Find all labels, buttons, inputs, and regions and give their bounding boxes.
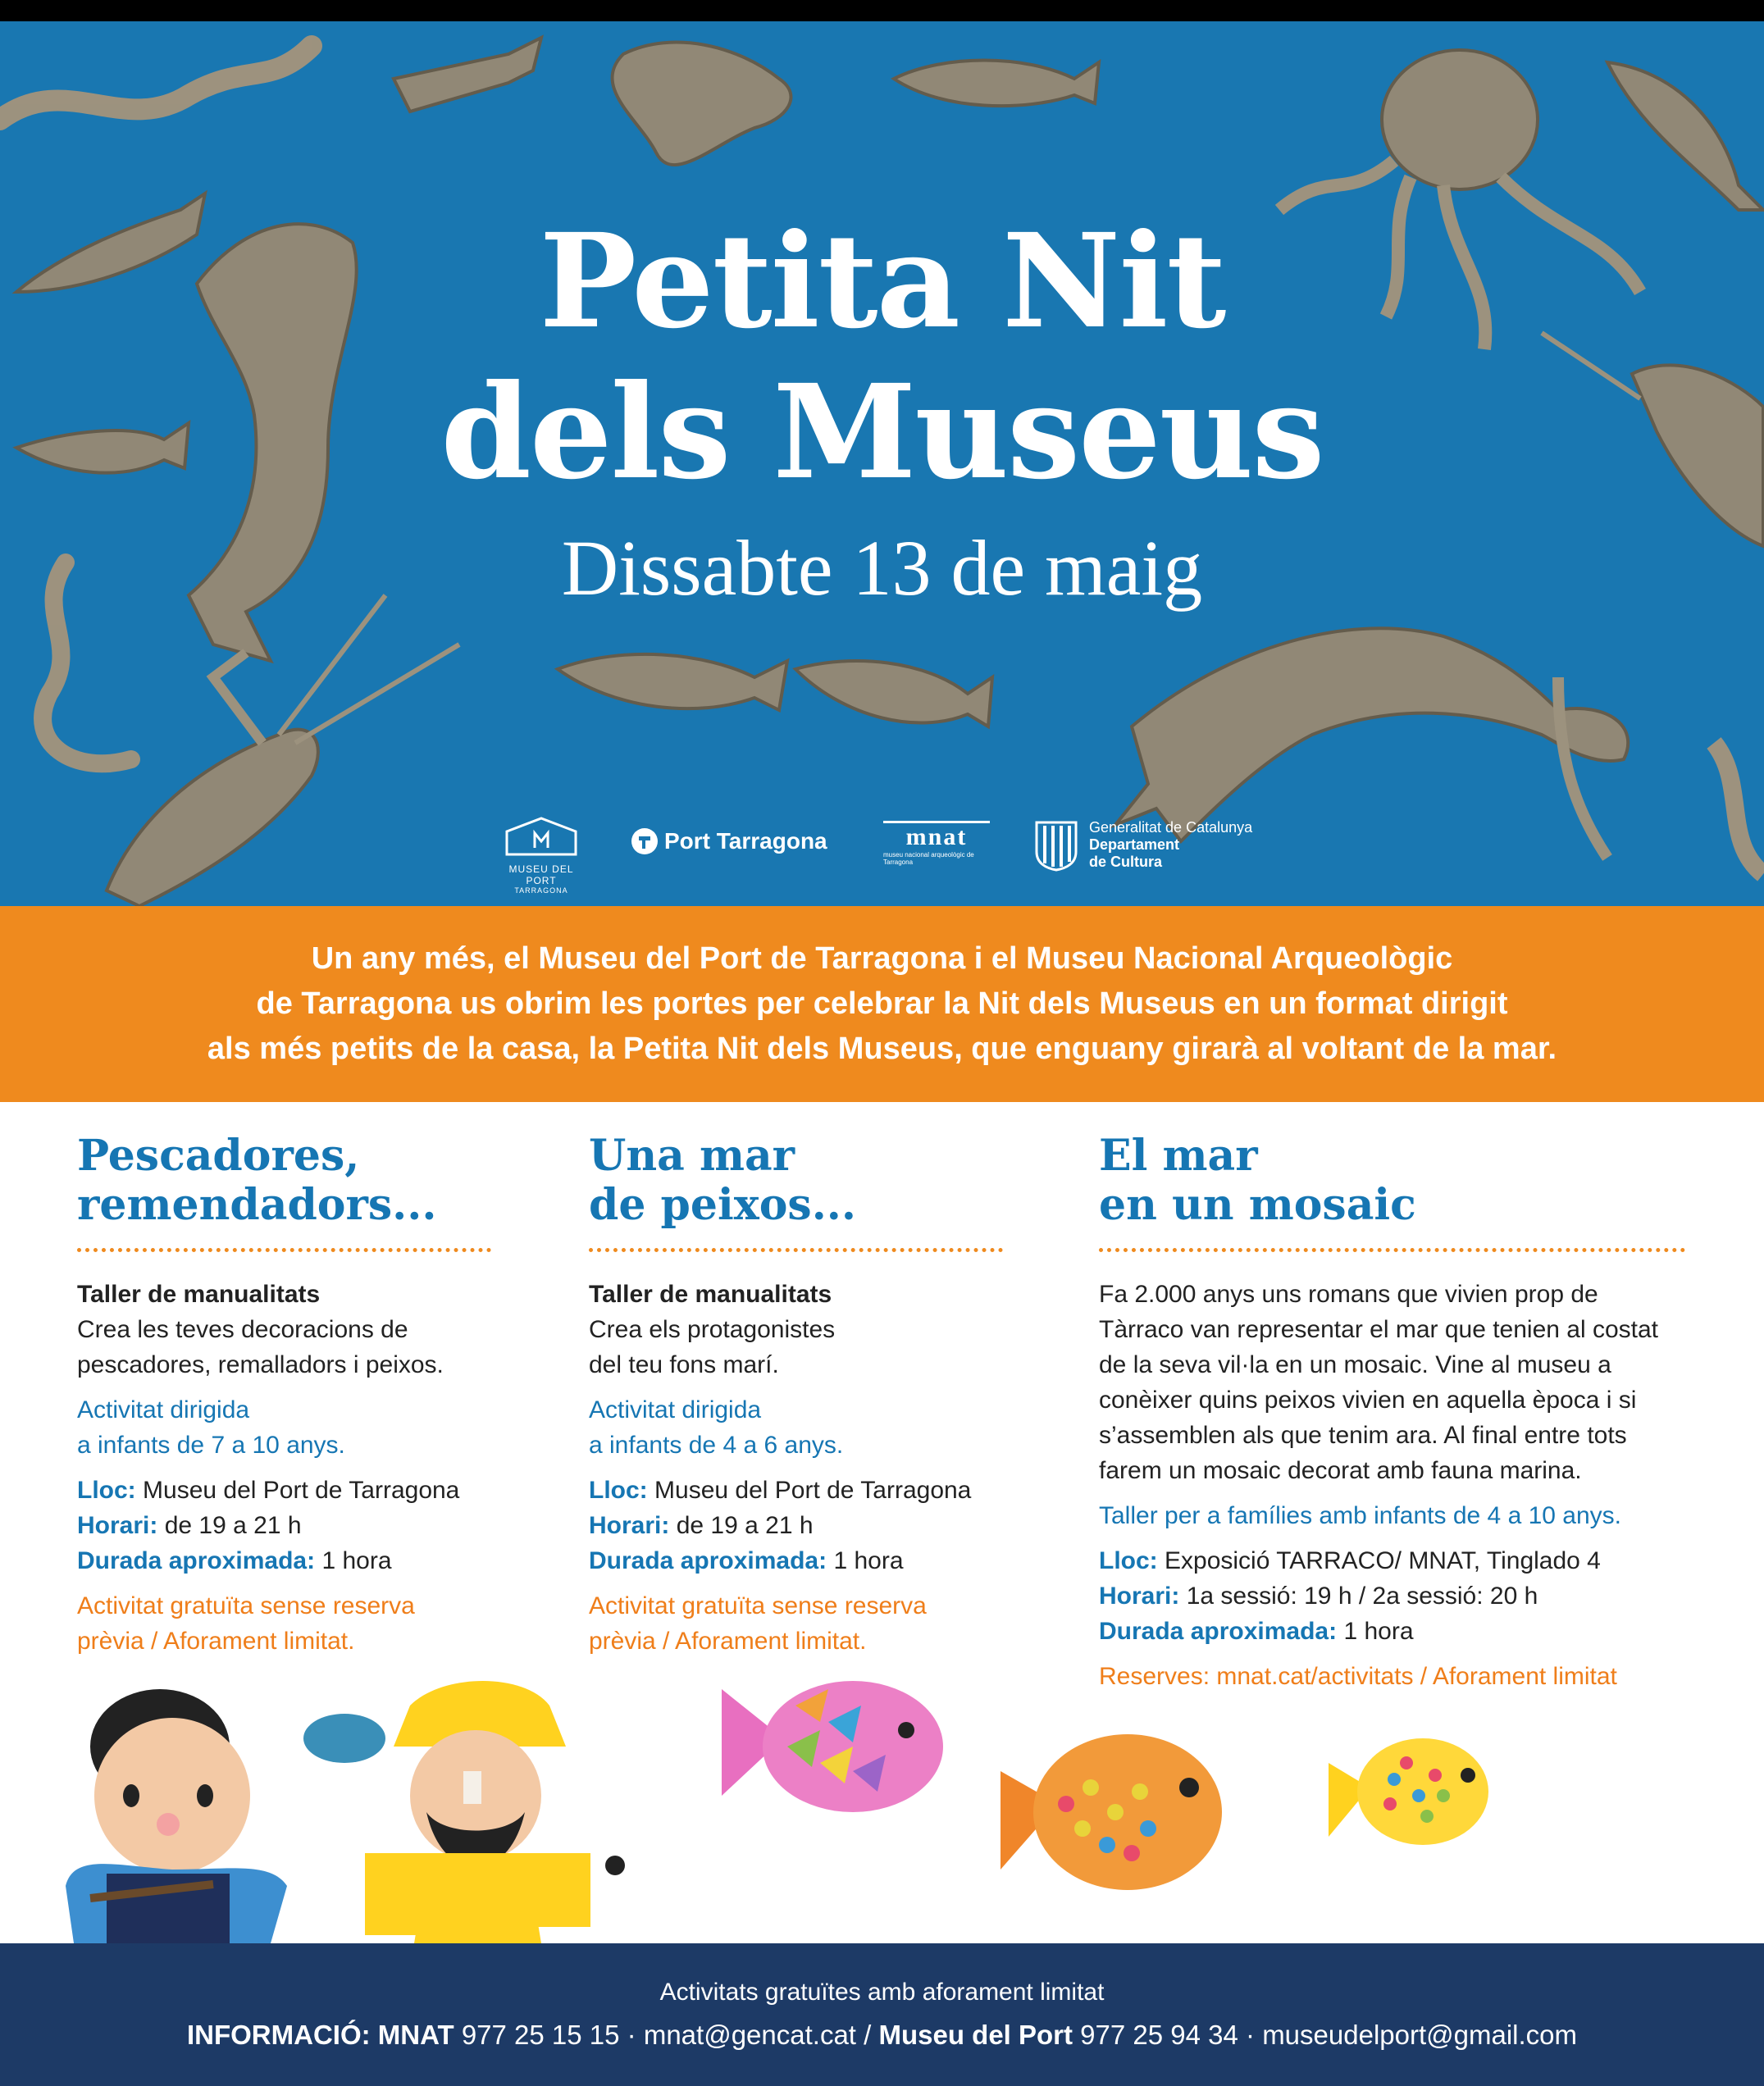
lloc-value: Museu del Port de Tarragona [143,1477,460,1504]
durada-label: Durada aproximada: [1099,1618,1338,1645]
lloc-label: Lloc: [1099,1547,1158,1574]
info-footer [0,1943,1764,2086]
activity-title-line-1: El mar [1099,1131,1258,1181]
lloc-label: Lloc: [589,1477,648,1504]
activity-target-line-2: a infants de 7 a 10 anys. [77,1432,345,1459]
generalitat-line-3: de Cultura [1089,854,1163,870]
horari-value: 1a sessió: 19 h / 2a sessió: 20 h [1186,1583,1538,1610]
activity-column-pescadores [77,1132,536,1669]
horari-label: Horari: [589,1512,670,1539]
activity-title-line-2: de peixos... [589,1180,857,1230]
activity-note-line-2: prèvia / Aforament limitat. [589,1628,867,1655]
activity-title-line-2: remendadors... [77,1180,437,1230]
intro-banner [0,906,1764,1102]
activity-desc-line-1: Crea els protagonistes [589,1316,836,1343]
generalitat-emblem-icon [1033,819,1079,872]
craft-figures-illustration [0,1673,1764,1943]
page-title-line-2: dels Museus [440,357,1324,508]
fisherman-craft-figure [365,1681,625,1943]
port-tarragona-icon [630,827,659,856]
intro-line-2-highlight: Nit dels Museus [978,986,1215,1021]
activity-note-line-1: Activitat gratuïta sense reserva [589,1592,927,1619]
generalitat-line-2: Departament [1089,836,1180,853]
activity-target-line-1: Activitat dirigida [77,1396,250,1423]
activity-desc-line-4: conèixer quins peixos vivien en aquella època i si [1099,1387,1637,1414]
activity-title [77,1132,536,1230]
activity-target: Taller per a famílies amb infants de 4 a 10 anys. [1099,1502,1622,1529]
durada-value: 1 hora [1343,1618,1414,1645]
intro-line-3c: , que enguany girarà al voltant de la mar. [954,1032,1557,1066]
dotted-divider [589,1248,1003,1252]
intro-line-3a: als més petits de la casa, la [207,1032,623,1066]
durada-value: 1 hora [321,1547,392,1574]
activity-column-una-mar [589,1132,1048,1669]
mnat-logo-text: mnat [883,821,990,851]
yellow-fish-craft [1329,1738,1488,1845]
intro-line-3-highlight: Petita Nit dels Museus [622,1032,955,1066]
activity-note-line-2: prèvia / Aforament limitat. [77,1628,355,1655]
lloc-value: Museu del Port de Tarragona [654,1477,972,1504]
fisherwoman-craft-figure [66,1689,287,1943]
durada-label: Durada aproximada: [589,1547,827,1574]
museum-building-icon [500,817,582,856]
activity-desc-line-3: de la seva vil·la en un mosaic. Vine al museu a [1099,1351,1611,1378]
activity-heading: Taller de manualitats [589,1281,832,1308]
horari-label: Horari: [77,1512,158,1539]
dotted-divider [1099,1248,1685,1252]
footer-info-port: 977 25 94 34 · museudelport@gmail.com [1073,2020,1578,2050]
activity-title-line-2: en un mosaic [1099,1180,1416,1230]
footer-port-label: Museu del Port [878,2020,1073,2050]
activity-heading: Taller de manualitats [77,1281,321,1308]
activity-title [589,1132,1048,1230]
page-title-line-1: Petita Nit [539,206,1225,358]
activity-desc-line-2: pescadores, remalladors i peixos. [77,1351,444,1378]
activity-desc-line-2: del teu fons marí. [589,1351,779,1378]
horari-value: de 19 a 21 h [676,1512,814,1539]
activity-note-line-1: Activitat gratuïta sense reserva [77,1592,415,1619]
durada-label: Durada aproximada: [77,1547,316,1574]
intro-line-2a: de Tarragona us obrim les portes per celebrar la [256,986,978,1021]
generalitat-line-1: Generalitat de Catalunya [1089,819,1253,836]
intro-line-2c: en un format dirigit [1215,986,1508,1021]
activity-column-mosaic [1099,1132,1689,1704]
footer-note: Activitats gratuïtes amb aforament limitat [659,1979,1105,2006]
activity-title-line-1: Una mar [589,1131,795,1181]
museu-del-port-logo-text: MUSEU DEL PORT [508,863,574,886]
mnat-logo-subtext: museu nacional arqueològic de Tarragona [883,851,974,866]
footer-info-label: INFORMACIÓ: MNAT [186,2020,454,2050]
horari-label: Horari: [1099,1583,1180,1610]
activity-title-line-1: Pescadores, [77,1131,360,1181]
dotted-divider [77,1248,491,1252]
activity-desc-line-1: Fa 2.000 anys uns romans que vivien prop de [1099,1281,1598,1308]
footer-contact [0,2019,1764,2052]
museu-del-port-logo [500,817,582,895]
mnat-logo [883,821,990,866]
museu-del-port-logo-city: TARRAGONA [514,886,568,895]
top-strip [0,0,1764,21]
horari-value: de 19 a 21 h [164,1512,302,1539]
activity-target-line-1: Activitat dirigida [589,1396,762,1423]
orange-fish-craft [1001,1734,1222,1890]
lloc-value: Exposició TARRACO/ MNAT, Tinglado 4 [1165,1547,1601,1574]
activity-note: Reserves: mnat.cat/activitats / Aforament limitat [1099,1663,1617,1690]
activity-desc-line-1: Crea les teves decoracions de [77,1316,408,1343]
intro-text [207,936,1557,1072]
generalitat-logo [1033,819,1252,872]
activity-target-line-2: a infants de 4 a 6 anys. [589,1432,844,1459]
activity-desc-line-5: s’assemblen als que tenim ara. Al final entre tots [1099,1422,1627,1449]
activity-desc-line-6: farem un mosaic decorat amb fauna marina. [1099,1457,1582,1484]
durada-value: 1 hora [833,1547,904,1574]
port-tarragona-logo-text: Port Tarragona [664,828,827,854]
lloc-label: Lloc: [77,1477,136,1504]
event-date: Dissabte 13 de maig [561,524,1203,612]
activity-title [1099,1132,1689,1230]
activity-desc-line-2: Tàrraco van representar el mar que tenien al costat [1099,1316,1659,1343]
intro-line-1: Un any més, el Museu del Port de Tarragona i el Museu Nacional Arqueològic [311,941,1453,976]
footer-info-mnat: 977 25 15 15 · mnat@gencat.cat / [454,2020,879,2050]
pink-fish-craft [722,1681,943,1812]
port-tarragona-logo [630,827,827,856]
hero-banner [0,21,1764,906]
